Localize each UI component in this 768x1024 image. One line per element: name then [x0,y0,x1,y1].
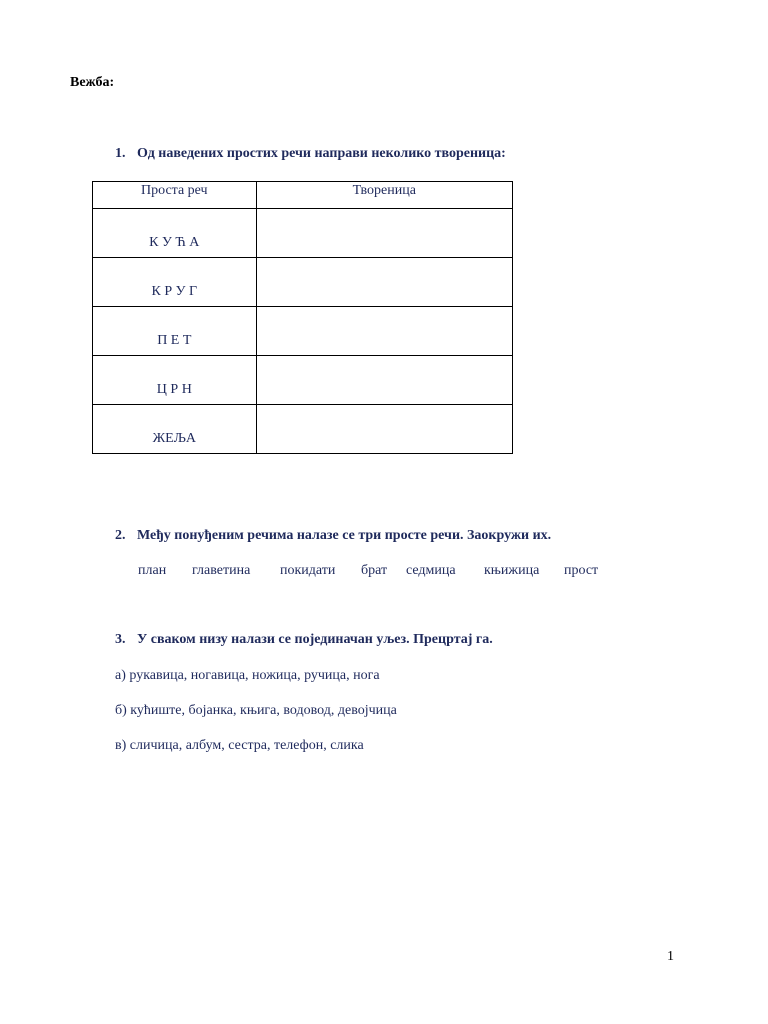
table-header-row [93,182,513,209]
header-derived-word: Твореница [256,182,512,209]
derived-word-cell[interactable] [256,356,512,405]
task3-heading [115,632,493,648]
table-row [93,209,513,258]
page-number: 1 [667,949,674,964]
task3-text: У сваком низу налази се појединачан уљез. Прецртај га. [137,632,493,647]
word-choice[interactable]: покидати [280,563,336,578]
simple-word-cell: К Р У Г [93,258,257,307]
word-choice[interactable]: брат [361,563,388,578]
derived-word-cell[interactable] [256,209,512,258]
task1-text: Од наведених простих речи направи неколико твореница: [137,146,506,161]
word-choice[interactable]: главетина [192,563,251,578]
simple-word-cell: П Е Т [93,307,257,356]
word-formation-table [92,181,513,454]
option-line-c[interactable]: в) сличица, албум, сестра, телефон, слика [115,738,364,753]
page-title: Вежба: [70,75,115,90]
header-simple-word: Проста реч [93,182,257,209]
simple-word-cell: К У Ћ А [93,209,257,258]
derived-word-cell[interactable] [256,258,512,307]
task2-heading [115,528,551,544]
task2-text: Међу понуђеним речима налазе се три просте речи. Заокружи их. [137,528,552,543]
word-choice[interactable]: прост [564,563,599,578]
table-row [93,356,513,405]
simple-word-cell: Ц Р Н [93,356,257,405]
task2-number: 2. [115,528,126,543]
word-choice[interactable]: седмица [406,563,456,578]
option-line-b[interactable]: б) кућиште, бојанка, књига, водовод, девојчица [115,703,397,718]
option-line-a[interactable]: а) рукавица, ногавица, ножица, ручица, нога [115,668,380,683]
task3-number: 3. [115,632,126,647]
derived-word-cell[interactable] [256,405,512,454]
table-row [93,307,513,356]
task1-number: 1. [115,146,126,161]
table-row [93,258,513,307]
table-row [93,405,513,454]
task1-heading [115,146,506,162]
word-choice[interactable]: књижица [484,563,540,578]
word-choice[interactable]: план [138,563,167,578]
simple-word-cell: ЖЕЉА [93,405,257,454]
derived-word-cell[interactable] [256,307,512,356]
